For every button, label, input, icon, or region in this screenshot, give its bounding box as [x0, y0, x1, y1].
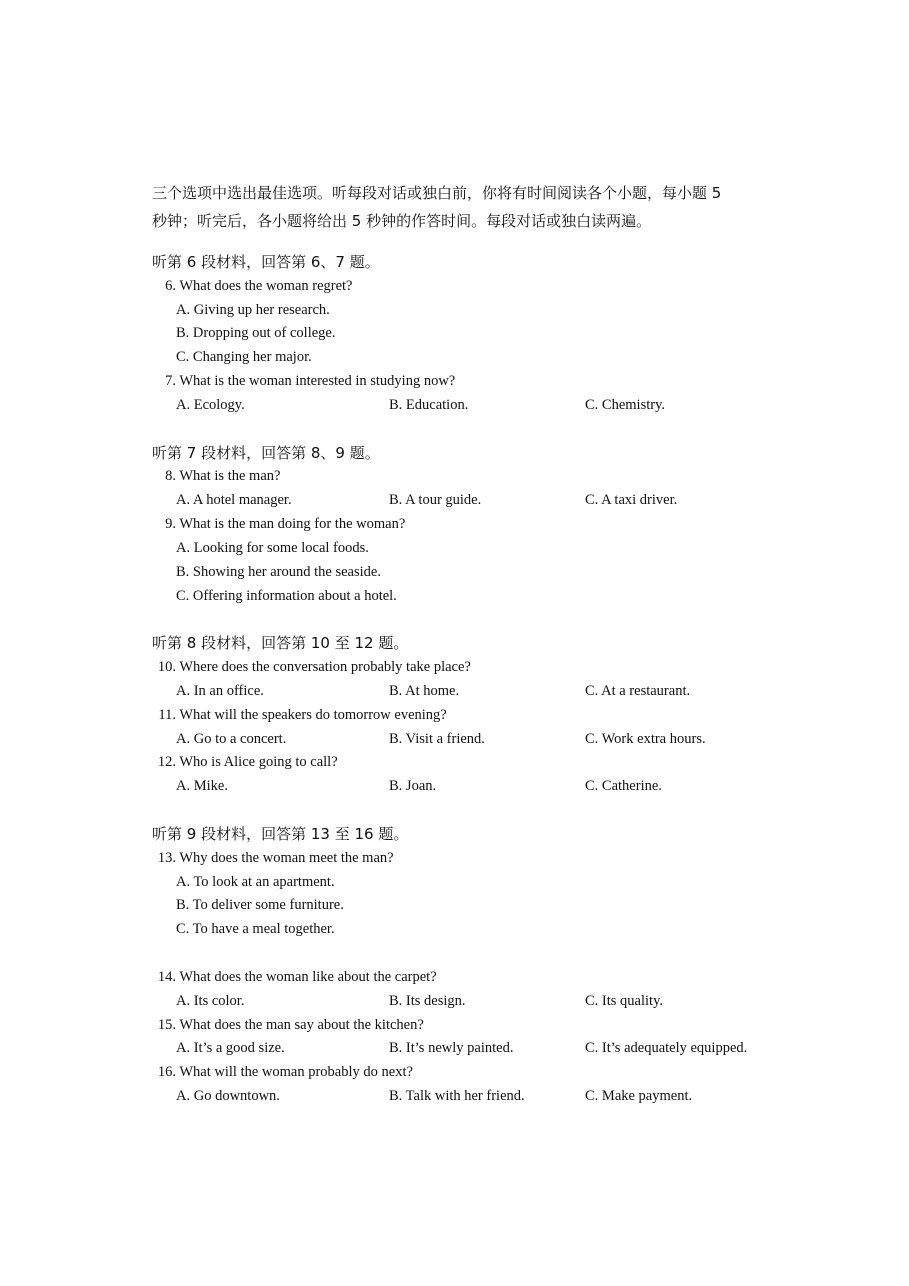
option-15a: A. It’s a good size.	[176, 1040, 285, 1056]
question-number: 9.	[165, 516, 176, 532]
question-text: What does the man say about the kitchen?	[179, 1017, 424, 1033]
section-heading-6: 听第 6 段材料，回答第 6、7 题。	[152, 253, 380, 271]
question-13	[152, 848, 792, 868]
section-heading-8: 听第 8 段材料，回答第 10 至 12 题。	[152, 634, 409, 652]
question-text: What does the woman regret?	[179, 278, 353, 294]
question-8	[152, 466, 792, 486]
option-13a: A. To look at an apartment.	[176, 874, 335, 890]
question-number: 6.	[165, 278, 176, 294]
option-7a: A. Ecology.	[176, 397, 245, 413]
option-8c: C. A taxi driver.	[585, 492, 678, 508]
question-16	[152, 1062, 792, 1082]
option-14a: A. Its color.	[176, 993, 245, 1009]
question-number: 11.	[158, 707, 176, 723]
option-7b: B. Education.	[389, 397, 469, 413]
option-16b: B. Talk with her friend.	[389, 1088, 525, 1104]
option-15c: C. It’s adequately equipped.	[585, 1040, 748, 1056]
question-15	[152, 1015, 792, 1035]
option-13b: B. To deliver some furniture.	[176, 897, 344, 913]
question-number: 7.	[165, 373, 176, 389]
option-10c: C. At a restaurant.	[585, 683, 691, 699]
question-text: Where does the conversation probably take place?	[179, 659, 471, 675]
option-10b: B. At home.	[389, 683, 460, 699]
question-7	[152, 371, 792, 391]
question-text: What is the man?	[179, 468, 281, 484]
option-6a: A. Giving up her research.	[176, 302, 330, 318]
option-15b: B. It’s newly painted.	[389, 1040, 514, 1056]
question-text: What will the speakers do tomorrow evening?	[179, 707, 447, 723]
question-9	[152, 514, 792, 534]
option-12c: C. Catherine.	[585, 778, 662, 794]
question-number: 15.	[157, 1017, 176, 1033]
instructions	[152, 179, 772, 235]
option-9b: B. Showing her around the seaside.	[176, 564, 381, 580]
option-13c: C. To have a meal together.	[176, 921, 335, 937]
question-text: What is the woman interested in studying now?	[179, 373, 456, 389]
question-6	[152, 276, 792, 296]
option-9c: C. Offering information about a hotel.	[176, 588, 397, 604]
instructions-line-2: 秒钟；听完后，各小题将给出 5 秒钟的作答时间。每段对话或独白读两遍。	[152, 212, 652, 230]
option-16a: A. Go downtown.	[176, 1088, 280, 1104]
option-8a: A. A hotel manager.	[176, 492, 292, 508]
question-number: 12.	[157, 754, 176, 770]
question-text: What does the woman like about the carpet?	[179, 969, 437, 985]
question-text: Why does the woman meet the man?	[179, 850, 394, 866]
option-9a: A. Looking for some local foods.	[176, 540, 369, 556]
question-number: 8.	[165, 468, 176, 484]
option-16c: C. Make payment.	[585, 1088, 693, 1104]
section-heading-9: 听第 9 段材料，回答第 13 至 16 题。	[152, 825, 409, 843]
option-6b: B. Dropping out of college.	[176, 325, 336, 341]
option-7c: C. Chemistry.	[585, 397, 666, 413]
section-heading-7: 听第 7 段材料，回答第 8、9 题。	[152, 444, 380, 462]
option-14c: C. Its quality.	[585, 993, 664, 1009]
question-number: 10.	[157, 659, 176, 675]
option-14b: B. Its design.	[389, 993, 466, 1009]
option-12b: B. Joan.	[389, 778, 437, 794]
option-8b: B. A tour guide.	[389, 492, 482, 508]
option-11a: A. Go to a concert.	[176, 731, 287, 747]
question-text: What is the man doing for the woman?	[179, 516, 406, 532]
question-number: 13.	[157, 850, 176, 866]
instructions-line-1: 三个选项中选出最佳选项。听每段对话或独白前，你将有时间阅读各个小题，每小题 5	[152, 184, 722, 202]
question-number: 14.	[157, 969, 176, 985]
question-text: What will the woman probably do next?	[179, 1064, 413, 1080]
option-6c: C. Changing her major.	[176, 349, 312, 365]
question-12	[152, 752, 792, 772]
question-10	[152, 657, 792, 677]
option-10a: A. In an office.	[176, 683, 264, 699]
question-number: 16.	[157, 1064, 176, 1080]
question-11	[152, 705, 792, 725]
option-11c: C. Work extra hours.	[585, 731, 706, 747]
question-14	[152, 967, 792, 987]
option-12a: A. Mike.	[176, 778, 228, 794]
option-11b: B. Visit a friend.	[389, 731, 485, 747]
question-text: Who is Alice going to call?	[179, 754, 338, 770]
